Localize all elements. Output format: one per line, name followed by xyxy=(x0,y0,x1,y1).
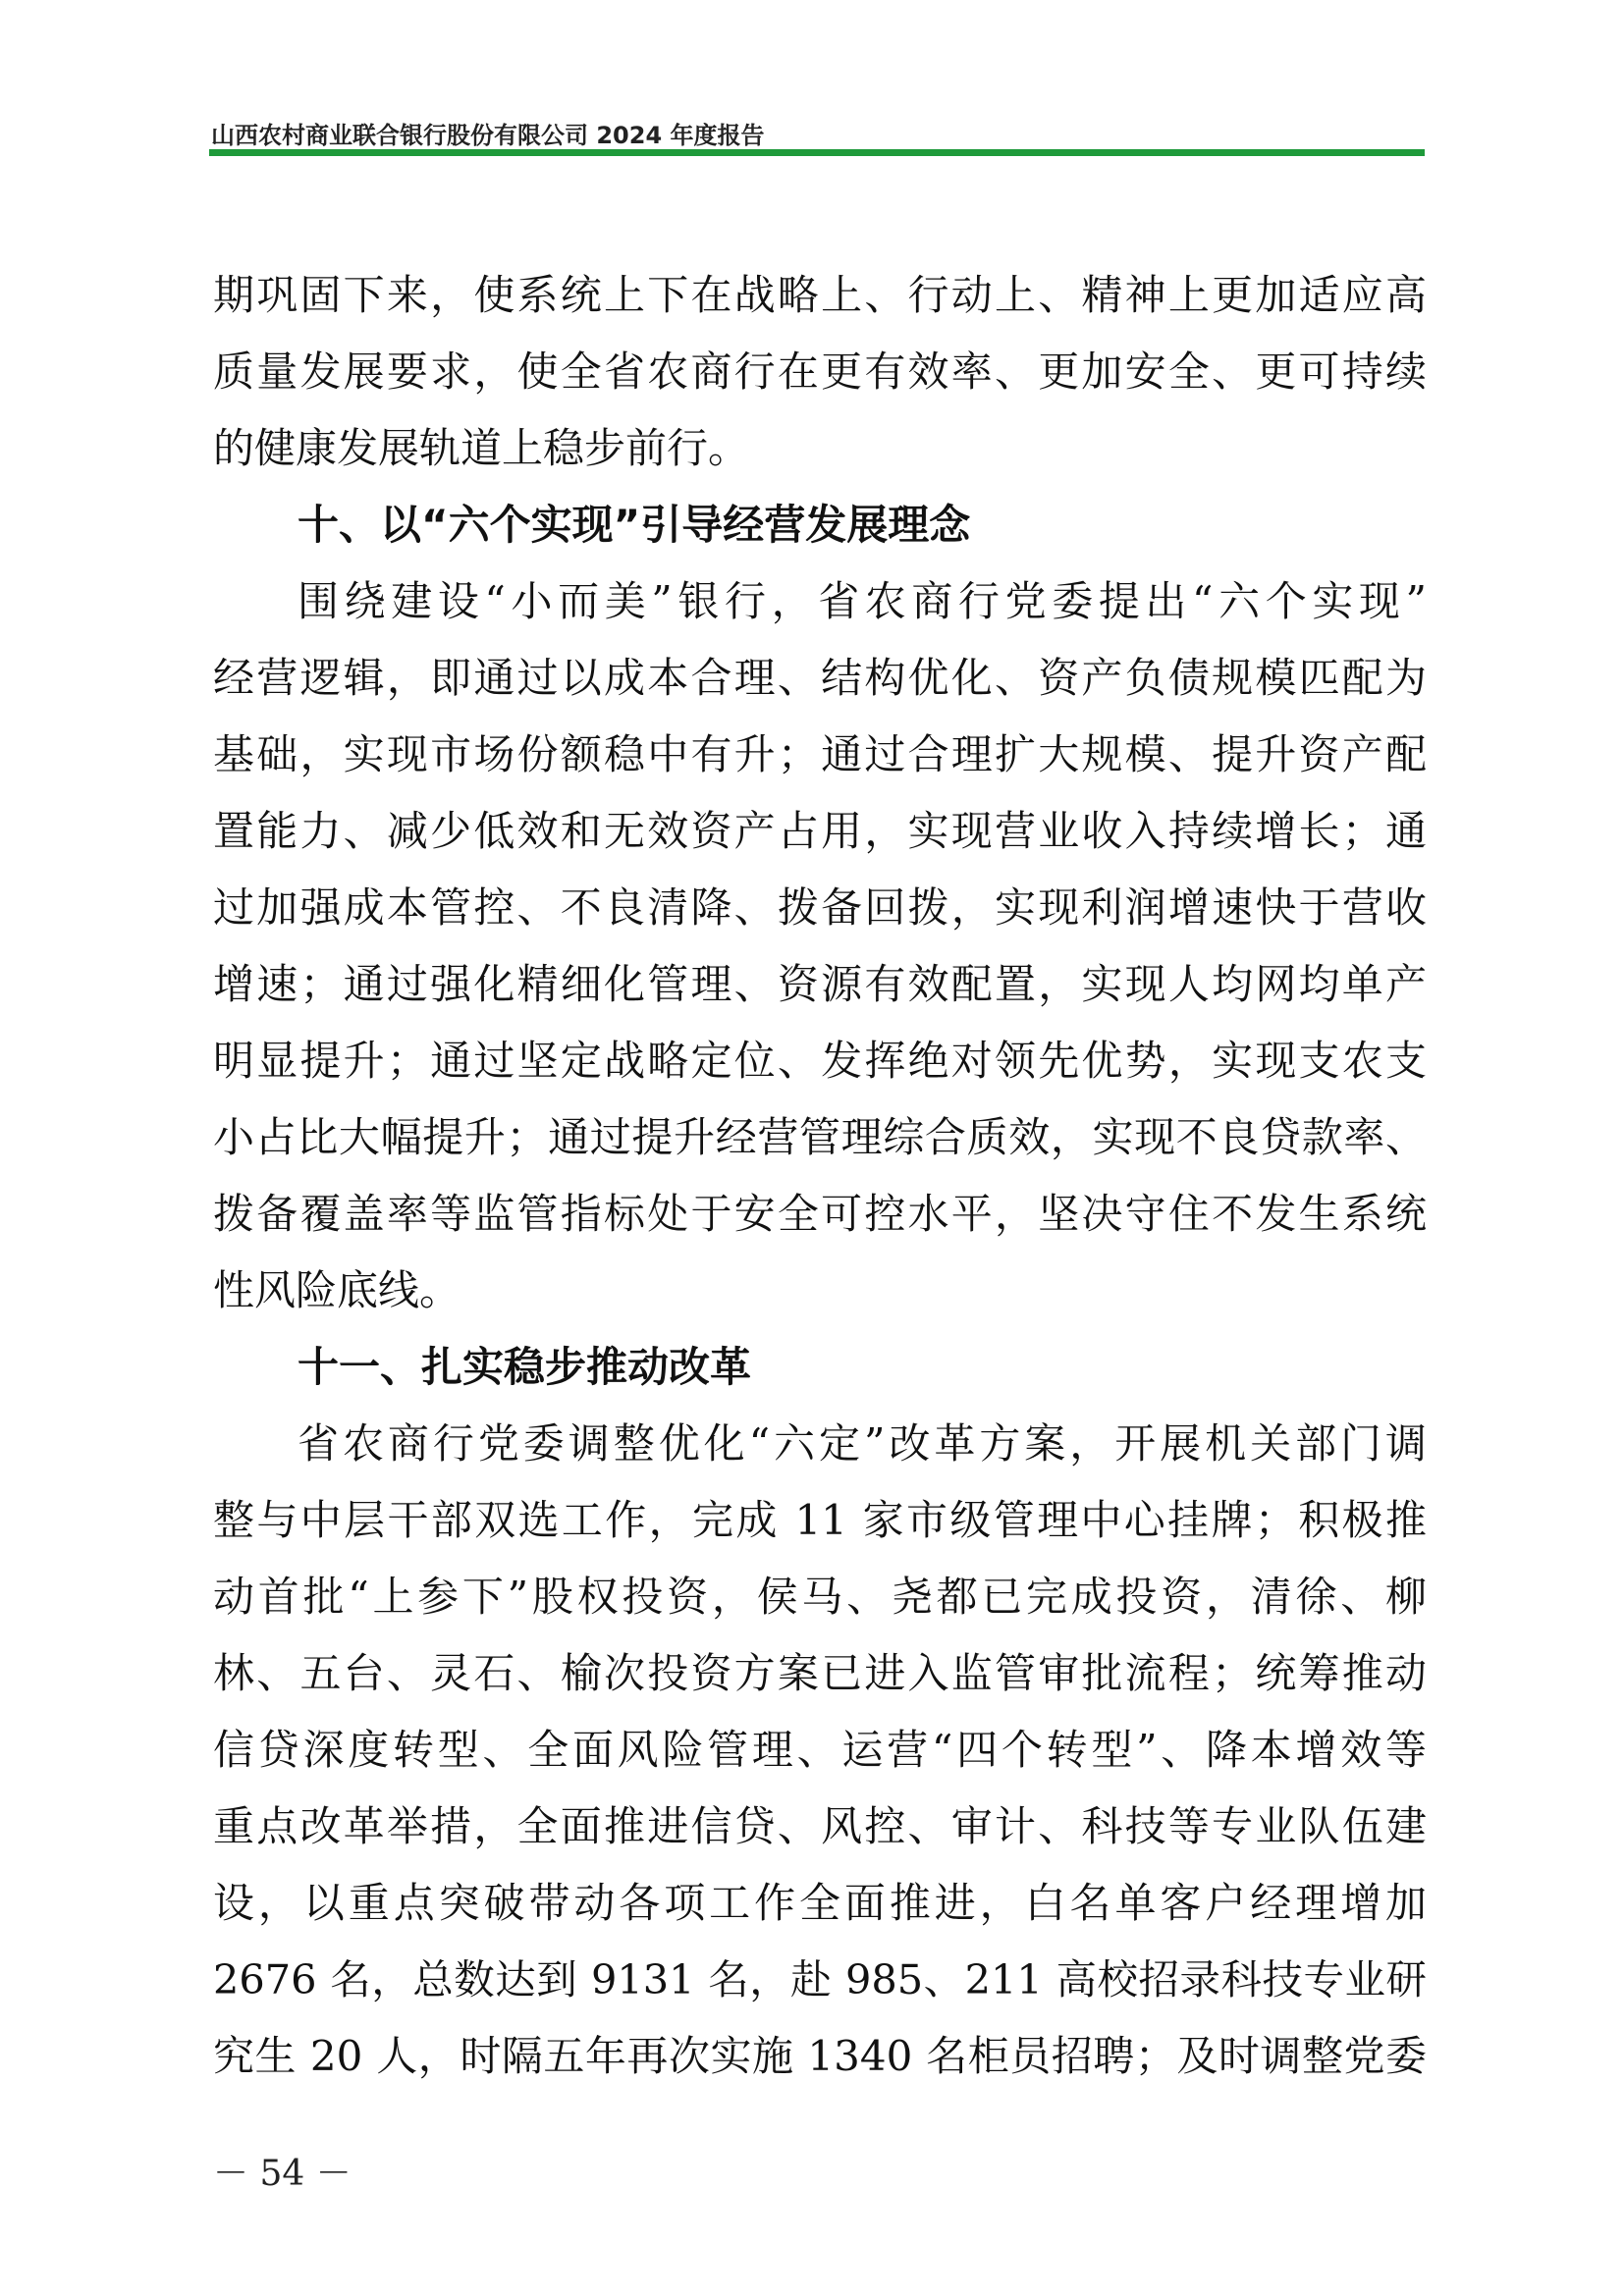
paragraph-line: 增速；通过强化精细化管理、资源有效配置，实现人均网均单产 xyxy=(213,960,1427,1008)
paragraph-line: 小占比大幅提升；通过提升经营管理综合质效，实现不良贷款率、 xyxy=(213,1113,1427,1161)
paragraph-line: 基础，实现市场份额稳中有升；通过合理扩大规模、提升资产配 xyxy=(213,730,1427,778)
paragraph-line: 质量发展要求，使全省农商行在更有效率、更加安全、更可持续 xyxy=(213,347,1427,396)
paragraph-first-line: 围绕建设“小而美”银行，省农商行党委提出“六个实现” xyxy=(298,577,1427,625)
document-body xyxy=(213,257,1427,2095)
paragraph-line: 信贷深度转型、全面风险管理、运营“四个转型”、降本增效等 xyxy=(213,1726,1427,1774)
page-number: － 54 － xyxy=(213,2154,352,2194)
paragraph-line: 林、五台、灵石、榆次投资方案已进入监管审批流程；统筹推动 xyxy=(213,1649,1427,1697)
paragraph-line: 明显提升；通过坚定战略定位、发挥绝对领先优势，实现支农支 xyxy=(213,1037,1427,1085)
header-divider xyxy=(209,149,1425,156)
paragraph-line: 动首批“上参下”股权投资，侯马、尧都已完成投资，清徐、柳 xyxy=(213,1573,1427,1621)
paragraph-line: 过加强成本管控、不良清降、拨备回拨，实现利润增速快于营收 xyxy=(213,883,1427,932)
paragraph-line: 置能力、减少低效和无效资产占用，实现营业收入持续增长；通 xyxy=(213,807,1427,855)
paragraph-line: 设，以重点突破带动各项工作全面推进，白名单客户经理增加 xyxy=(213,1879,1427,1927)
paragraph-line: 经营逻辑，即通过以成本合理、结构优化、资产负债规模匹配为 xyxy=(213,654,1427,702)
paragraph-last-line: 的健康发展轨道上稳步前行。 xyxy=(213,424,750,472)
paragraph-line: 整与中层干部双选工作，完成 11 家市级管理中心挂牌；积极推 xyxy=(213,1496,1427,1544)
paragraph-line: 期巩固下来，使系统上下在战略上、行动上、精神上更加适应高 xyxy=(213,271,1427,319)
section-heading: 十、以“六个实现”引导经营发展理念 xyxy=(298,501,971,549)
paragraph-line: 2676 名，总数达到 9131 名，赴 985、211 高校招录科技专业研 xyxy=(213,1955,1427,2003)
paragraph-line: 拨备覆盖率等监管指标处于安全可控水平，坚决守住不发生系统 xyxy=(213,1190,1427,1238)
report-header-title: 山西农村商业联合银行股份有限公司 2024 年度报告 xyxy=(211,122,765,149)
section-heading: 十一、扎实稳步推动改革 xyxy=(298,1343,752,1391)
paragraph-line: 重点改革举措，全面推进信贷、风控、审计、科技等专业队伍建 xyxy=(213,1802,1427,1850)
paragraph-first-line: 省农商行党委调整优化“六定”改革方案，开展机关部门调 xyxy=(298,1419,1427,1468)
paragraph-last-line: 性风险底线。 xyxy=(213,1266,461,1314)
paragraph-line: 究生 20 人，时隔五年再次实施 1340 名柜员招聘；及时调整党委 xyxy=(213,2032,1427,2080)
